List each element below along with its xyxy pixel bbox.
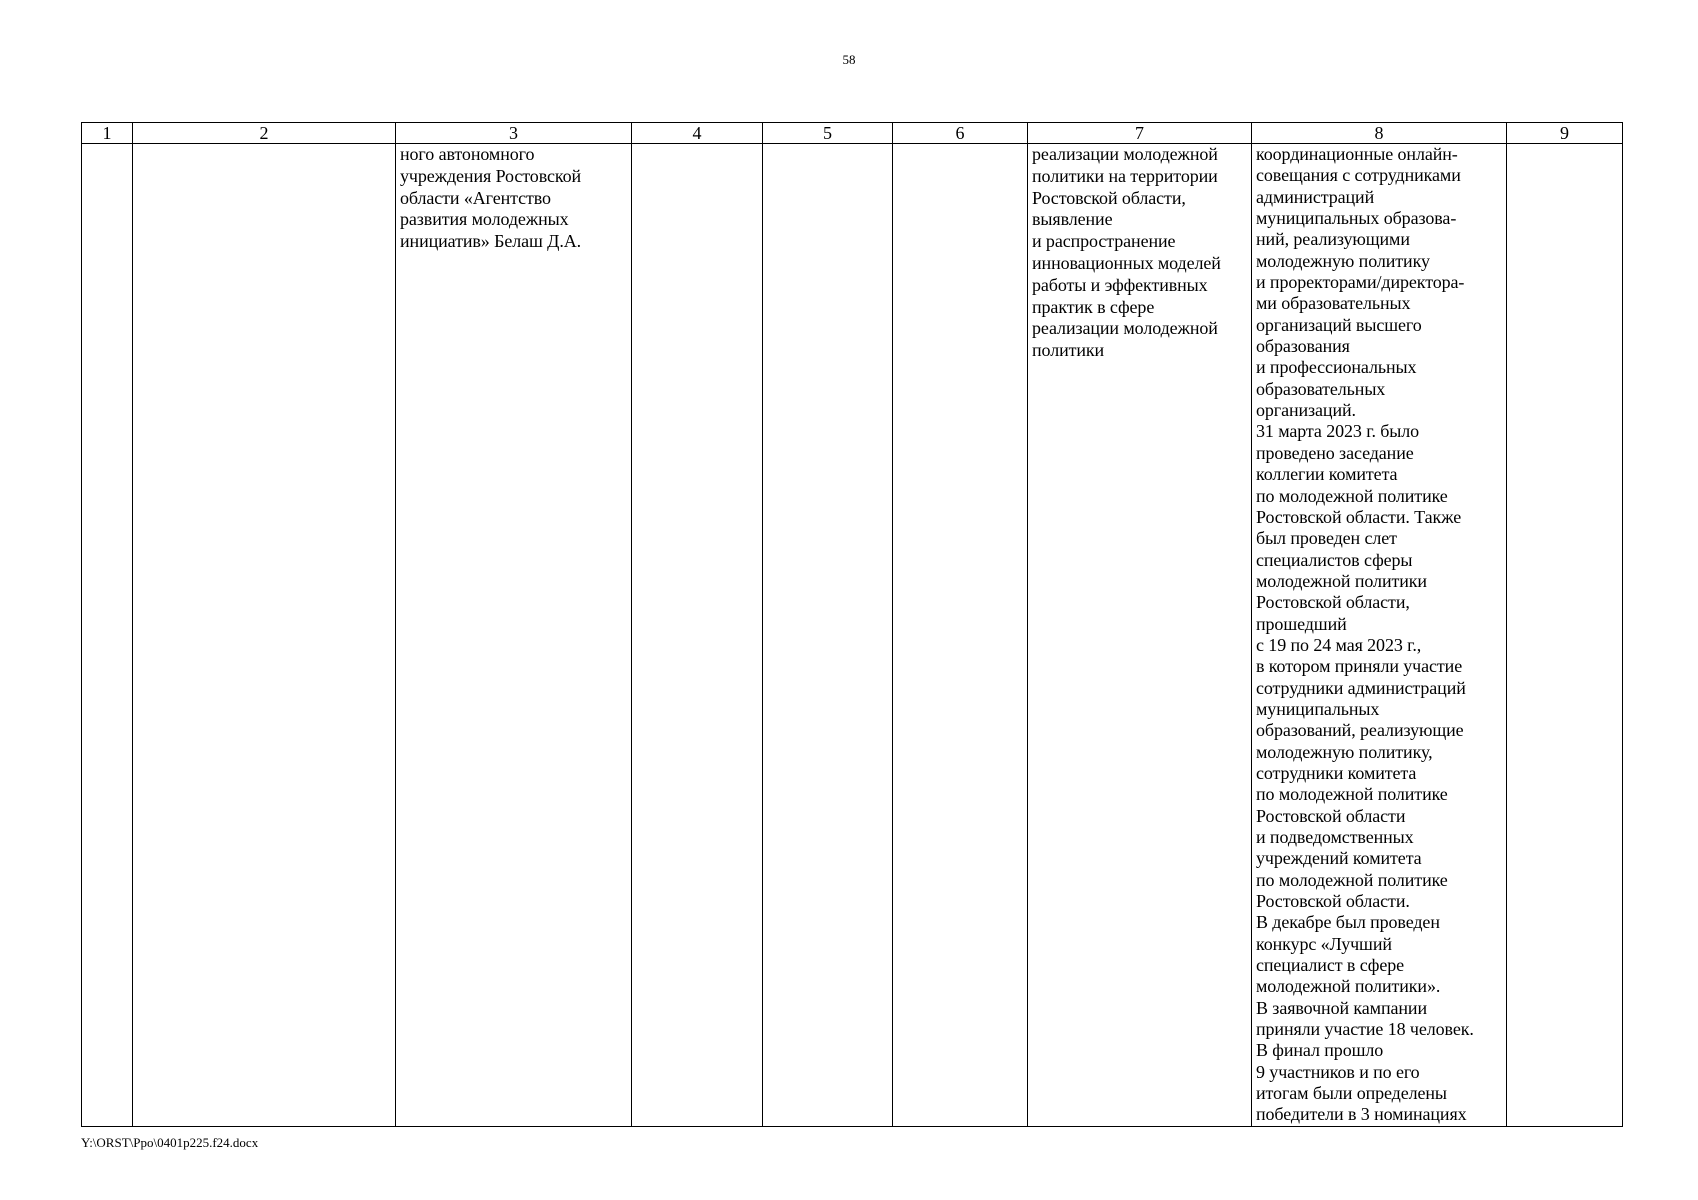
table-cell-3 — [396, 144, 632, 1127]
table-cell-5 — [763, 144, 893, 1127]
actual-result-text: координационные онлайн- совещания с сотрудниками администраций муниципальных образова- ний, реализующими молодежную политику и проректорами/директора- ми образовательных организаций высшего образования и профессиональных образовательных организаций. 31 марта 2023 г. было проведено заседание коллегии комитета по молодежной политике Ростовской области. Также был проведен слет специалистов сферы молодежной политики Ростовской области, прошедший с 19 по 24 мая 2023 г., в котором приняли участие сотрудники администраций муниципальных образований, реализующие молодежную политику, сотрудники комитета по молодежной политике Ростовской области и подведомственных учреждений комитета по молодежной политике Ростовской области. В декабре был проведен конкурс «Лучший специалист в сфере молодежной политики». В заявочной кампании приняли участие 18 человек. В финал прошло 9 участников и по его итогам были определены победители в 3 номинациях — [1256, 144, 1474, 1125]
column-header-5: 5 — [763, 123, 893, 144]
table-cell-9 — [1507, 144, 1623, 1127]
column-header-7: 7 — [1028, 123, 1252, 144]
responsible-person-text: ного автономного учреждения Ростовской области «Агентство развития молодежных инициатив» Белаш Д.А. — [400, 144, 582, 252]
footer-file-path: Y:\ORST\Ppo\0401p225.f24.docx — [81, 1135, 259, 1150]
column-header-2: 2 — [133, 123, 396, 144]
table-cell-6 — [893, 144, 1028, 1127]
page-number: 58 — [842, 52, 856, 67]
column-header-8: 8 — [1252, 123, 1507, 144]
column-header-1: 1 — [82, 123, 133, 144]
column-header-4: 4 — [632, 123, 763, 144]
column-header-3: 3 — [396, 123, 632, 144]
document-table-container — [81, 122, 1622, 1127]
expected-result-text: реализации молодежной политики на территории Ростовской области, выявление и распространение инновационных моделей работы и эффективных практик в сфере реализации молодежной политики — [1032, 144, 1221, 361]
table-header-row — [82, 123, 1623, 144]
column-header-9: 9 — [1507, 123, 1623, 144]
document-table — [81, 122, 1623, 1127]
table-cell-7 — [1028, 144, 1252, 1127]
table-cell-8 — [1252, 144, 1507, 1127]
table-cell-1 — [82, 144, 133, 1127]
table-cell-4 — [632, 144, 763, 1127]
table-cell-2 — [133, 144, 396, 1127]
table-row — [82, 144, 1623, 1127]
column-header-6: 6 — [893, 123, 1028, 144]
